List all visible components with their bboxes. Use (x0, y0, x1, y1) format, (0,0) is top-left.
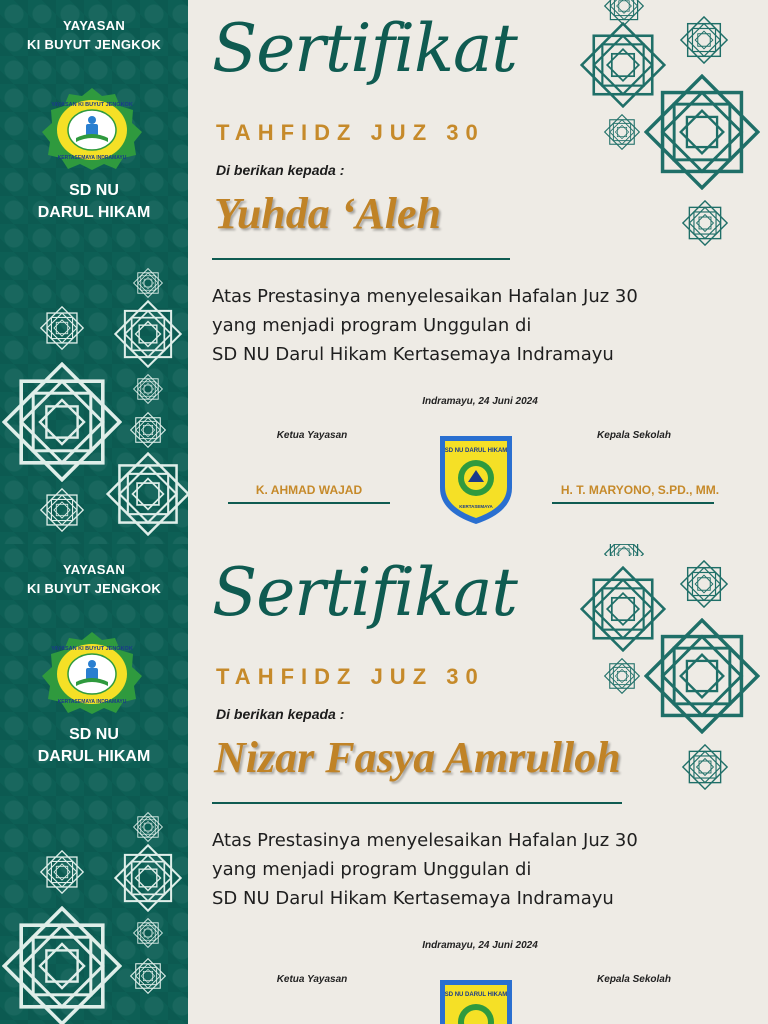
star-ornament-icon (682, 744, 728, 790)
foundation-name (0, 560, 188, 598)
recipient-name: Nizar Fasya Amrulloh (214, 733, 621, 782)
certificate-title: Sertifikat (212, 10, 517, 87)
issue-date: Indramayu, 24 Juni 2024 (422, 396, 538, 407)
certificate-title: Sertifikat (212, 554, 517, 631)
recipient-name: Yuhda ‘Aleh (214, 189, 442, 238)
foundation-logo (36, 630, 148, 714)
right-signature-line (552, 502, 714, 504)
star-ornament-icon (644, 618, 760, 734)
certificate-subtitle: TAHFIDZ JUZ 30 (216, 120, 485, 145)
star-ornament-icon (130, 958, 166, 994)
certificate-subtitle: TAHFIDZ JUZ 30 (216, 664, 485, 689)
star-ornament-icon (133, 268, 163, 298)
star-ornament-icon (2, 362, 122, 482)
star-ornament-icon (133, 918, 163, 948)
achievement-text (212, 282, 638, 369)
star-ornament-icon (604, 658, 640, 694)
foundation-name (0, 16, 188, 54)
achievement-text (212, 826, 638, 913)
logo-arc-bottom: KERTASEMAYA INDRAMAYU (57, 155, 127, 161)
sidebar-panel (0, 0, 188, 544)
seal-top-text: SD NU DARUL HIKAM (444, 448, 508, 454)
body-line3: SD NU Darul Hikam Kertasemaya Indramayu (212, 888, 614, 909)
certificate-2 (0, 544, 768, 1024)
star-ornament-icon (114, 300, 182, 368)
logo-arc-top: YAYASAN KI BUYUT JENGKOK (51, 646, 133, 652)
name-underline (212, 802, 622, 804)
body-line2: yang menjadi program Unggulan di (212, 859, 532, 880)
body-line3: SD NU Darul Hikam Kertasemaya Indramayu (212, 344, 614, 365)
star-ornament-icon (130, 412, 166, 448)
right-role-label: Kepala Sekolah (597, 974, 671, 985)
foundation-line2: KI BUYUT JENGKOK (26, 37, 162, 52)
star-ornament-icon (106, 452, 190, 536)
right-signer-name: H. T. MARYONO, S.PD., MM. (560, 483, 720, 497)
star-ornament-icon (680, 16, 728, 64)
issue-date: Indramayu, 24 Juni 2024 (422, 940, 538, 951)
foundation-line2: KI BUYUT JENGKOK (26, 581, 162, 596)
given-to-label: Di berikan kepada : (216, 162, 345, 178)
left-role-label: Ketua Yayasan (276, 974, 348, 985)
star-ornament-icon (133, 374, 163, 404)
star-ornament-icon (604, 544, 644, 556)
sidebar-panel (0, 544, 188, 1024)
star-ornament-icon (40, 850, 84, 894)
given-to-label: Di berikan kepada : (216, 706, 345, 722)
school-line1: SD NU (69, 182, 119, 199)
body-line1: Atas Prestasinya menyelesaikan Hafalan Juz 30 (212, 830, 638, 851)
seal-top-text: SD NU DARUL HIKAM (444, 992, 508, 998)
left-role-label: Ketua Yayasan (276, 430, 348, 441)
seal-bottom-text: KERTASEMAYA (459, 504, 493, 509)
foundation-logo (36, 86, 148, 170)
school-line2: DARUL HIKAM (37, 748, 151, 765)
school-seal (434, 432, 518, 526)
school-name (0, 180, 188, 224)
school-seal (434, 976, 518, 1024)
body-line1: Atas Prestasinya menyelesaikan Hafalan Juz 30 (212, 286, 638, 307)
name-underline (212, 258, 510, 260)
school-line1: SD NU (69, 726, 119, 743)
school-name (0, 724, 188, 768)
foundation-line1: YAYASAN (62, 18, 126, 33)
logo-arc-top: YAYASAN KI BUYUT JENGKOK (51, 102, 133, 108)
logo-arc-bottom: KERTASEMAYA INDRAMAYU (57, 699, 127, 705)
star-ornament-icon (114, 844, 182, 912)
left-signature-line (228, 502, 390, 504)
right-role-label: Kepala Sekolah (597, 430, 671, 441)
star-ornament-icon (133, 812, 163, 842)
star-ornament-icon (644, 74, 760, 190)
star-ornament-icon (682, 200, 728, 246)
foundation-line1: YAYASAN (62, 562, 126, 577)
body-line2: yang menjadi program Unggulan di (212, 315, 532, 336)
star-ornament-icon (680, 560, 728, 608)
star-ornament-icon (604, 114, 640, 150)
star-ornament-icon (40, 306, 84, 350)
school-line2: DARUL HIKAM (37, 204, 151, 221)
star-ornament-icon (40, 488, 84, 532)
star-ornament-icon (2, 906, 122, 1024)
left-signer-name: K. AHMAD WAJAD (255, 483, 363, 497)
